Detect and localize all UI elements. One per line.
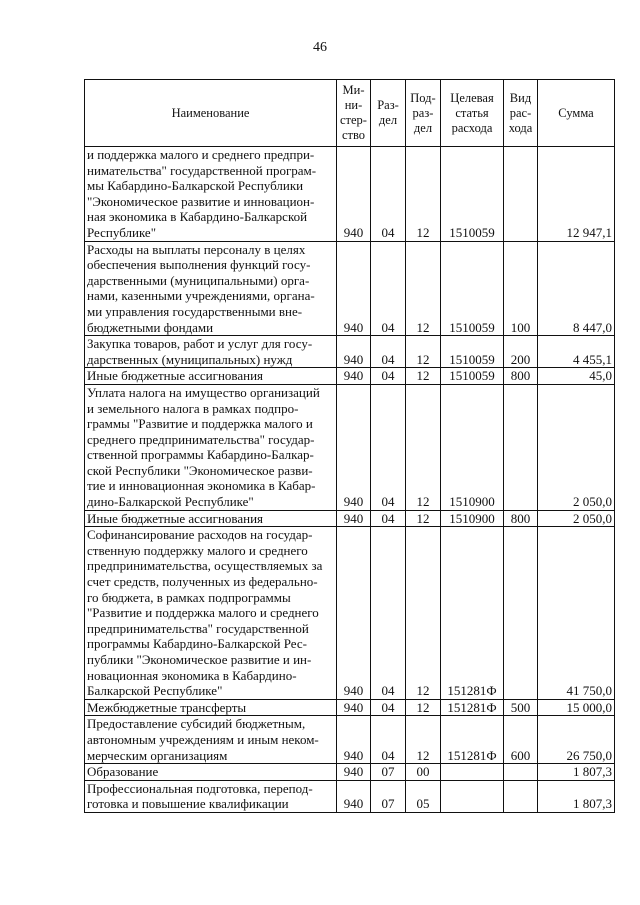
cell-ministry: 940: [337, 716, 371, 764]
cell-section: 04: [371, 336, 406, 368]
cell-subsection: 12: [406, 147, 441, 242]
table-row: [85, 699, 615, 716]
cell-ministry: 940: [337, 527, 371, 700]
cell-ministry: 940: [337, 384, 371, 510]
cell-target: 1510059: [441, 368, 504, 385]
cell-section: 04: [371, 368, 406, 385]
header-kind: Вид рас- хода: [504, 80, 538, 147]
cell-kind: 600: [504, 716, 538, 764]
cell-ministry: 940: [337, 241, 371, 336]
cell-subsection: 12: [406, 384, 441, 510]
cell-amount: 1 807,3: [538, 780, 615, 812]
cell-kind: [504, 764, 538, 781]
cell-target: 1510059: [441, 147, 504, 242]
cell-target: [441, 764, 504, 781]
cell-subsection: 12: [406, 510, 441, 527]
cell-target: 1510059: [441, 241, 504, 336]
cell-amount: 45,0: [538, 368, 615, 385]
cell-ministry: 940: [337, 780, 371, 812]
cell-amount: 4 455,1: [538, 336, 615, 368]
table-row: [85, 780, 615, 812]
table-row: [85, 368, 615, 385]
cell-section: 07: [371, 780, 406, 812]
table-row: [85, 527, 615, 700]
cell-amount: 41 750,0: [538, 527, 615, 700]
budget-table: [84, 79, 615, 813]
cell-ministry: 940: [337, 699, 371, 716]
cell-section: 04: [371, 527, 406, 700]
header-name: Наименование: [85, 80, 337, 147]
cell-amount: 2 050,0: [538, 384, 615, 510]
table-row: [85, 384, 615, 510]
table-row: [85, 336, 615, 368]
header-amount: Сумма: [538, 80, 615, 147]
table-header-row: [85, 80, 615, 147]
cell-target: 151281Ф: [441, 527, 504, 700]
cell-kind: [504, 384, 538, 510]
cell-amount: 15 000,0: [538, 699, 615, 716]
cell-section: 04: [371, 241, 406, 336]
cell-kind: [504, 147, 538, 242]
cell-name: Предоставление субсидий бюджетным, автономным учреждениям и иным неком- мерческим организациям: [85, 716, 337, 764]
table-row: [85, 716, 615, 764]
cell-name: Образование: [85, 764, 337, 781]
cell-subsection: 05: [406, 780, 441, 812]
table-row: [85, 147, 615, 242]
cell-target: 151281Ф: [441, 716, 504, 764]
cell-name: Иные бюджетные ассигнования: [85, 368, 337, 385]
header-ministry: Ми- ни- стер- ство: [337, 80, 371, 147]
cell-kind: 200: [504, 336, 538, 368]
cell-ministry: 940: [337, 336, 371, 368]
header-section: Раз- дел: [371, 80, 406, 147]
cell-section: 07: [371, 764, 406, 781]
cell-name: Межбюджетные трансферты: [85, 699, 337, 716]
cell-ministry: 940: [337, 764, 371, 781]
cell-subsection: 12: [406, 336, 441, 368]
cell-kind: 800: [504, 368, 538, 385]
cell-section: 04: [371, 147, 406, 242]
cell-amount: 2 050,0: [538, 510, 615, 527]
cell-section: 04: [371, 510, 406, 527]
cell-name: Иные бюджетные ассигнования: [85, 510, 337, 527]
cell-ministry: 940: [337, 147, 371, 242]
cell-subsection: 12: [406, 699, 441, 716]
cell-subsection: 12: [406, 368, 441, 385]
header-target: Целевая статья расхода: [441, 80, 504, 147]
cell-target: 151281Ф: [441, 699, 504, 716]
cell-ministry: 940: [337, 368, 371, 385]
cell-kind: 800: [504, 510, 538, 527]
cell-name: Закупка товаров, работ и услуг для госу- дарственных (муниципальных) нужд: [85, 336, 337, 368]
cell-amount: 26 750,0: [538, 716, 615, 764]
cell-kind: [504, 527, 538, 700]
cell-kind: [504, 780, 538, 812]
cell-target: 1510059: [441, 336, 504, 368]
cell-section: 04: [371, 716, 406, 764]
cell-target: 1510900: [441, 384, 504, 510]
cell-amount: 8 447,0: [538, 241, 615, 336]
cell-ministry: 940: [337, 510, 371, 527]
header-subsection: Под- раз- дел: [406, 80, 441, 147]
cell-subsection: 12: [406, 241, 441, 336]
cell-target: [441, 780, 504, 812]
cell-amount: 1 807,3: [538, 764, 615, 781]
table-row: [85, 241, 615, 336]
cell-subsection: 00: [406, 764, 441, 781]
cell-name: Расходы на выплаты персоналу в целях обеспечения выполнения функций госу- дарственными (муниципальными) орга- нами, казенными учреждениями, органа- ми управления государственными вне- бюджетными фондами: [85, 241, 337, 336]
cell-name: Профессиональная подготовка, перепод- готовка и повышение квалификации: [85, 780, 337, 812]
cell-kind: 500: [504, 699, 538, 716]
cell-subsection: 12: [406, 527, 441, 700]
cell-target: 1510900: [441, 510, 504, 527]
cell-section: 04: [371, 384, 406, 510]
page-number: 46: [313, 40, 327, 55]
cell-kind: 100: [504, 241, 538, 336]
cell-amount: 12 947,1: [538, 147, 615, 242]
table-row: [85, 764, 615, 781]
table-row: [85, 510, 615, 527]
cell-name: Софинансирование расходов на государ- ственную поддержку малого и среднего предпринимательства, осуществляемых за счет средств, полученных из федерально- го бюджета, в рамках подпрограммы "Развитие и поддержка малого и среднего предпринимательства" государственной программы Кабардино-Балкарской Рес- публики "Экономическое развитие и ин- новационная экономика в Кабардино- Балкарской Республике": [85, 527, 337, 700]
cell-name: Уплата налога на имущество организаций и земельного налога в рамках подпро- граммы "Развитие и поддержка малого и среднего предпринимательства" государ- ственной программы Кабардино-Балкар- ской Республики "Экономическое разви- тие и инновационная экономика в Кабар- дино-Балкарской Республике": [85, 384, 337, 510]
cell-name: и поддержка малого и среднего предпри- нимательства" государственной програм- мы Кабардино-Балкарской Республики "Экономическое развитие и инновацион- ная экономика в Кабардино-Балкарской Республике": [85, 147, 337, 242]
cell-section: 04: [371, 699, 406, 716]
cell-subsection: 12: [406, 716, 441, 764]
